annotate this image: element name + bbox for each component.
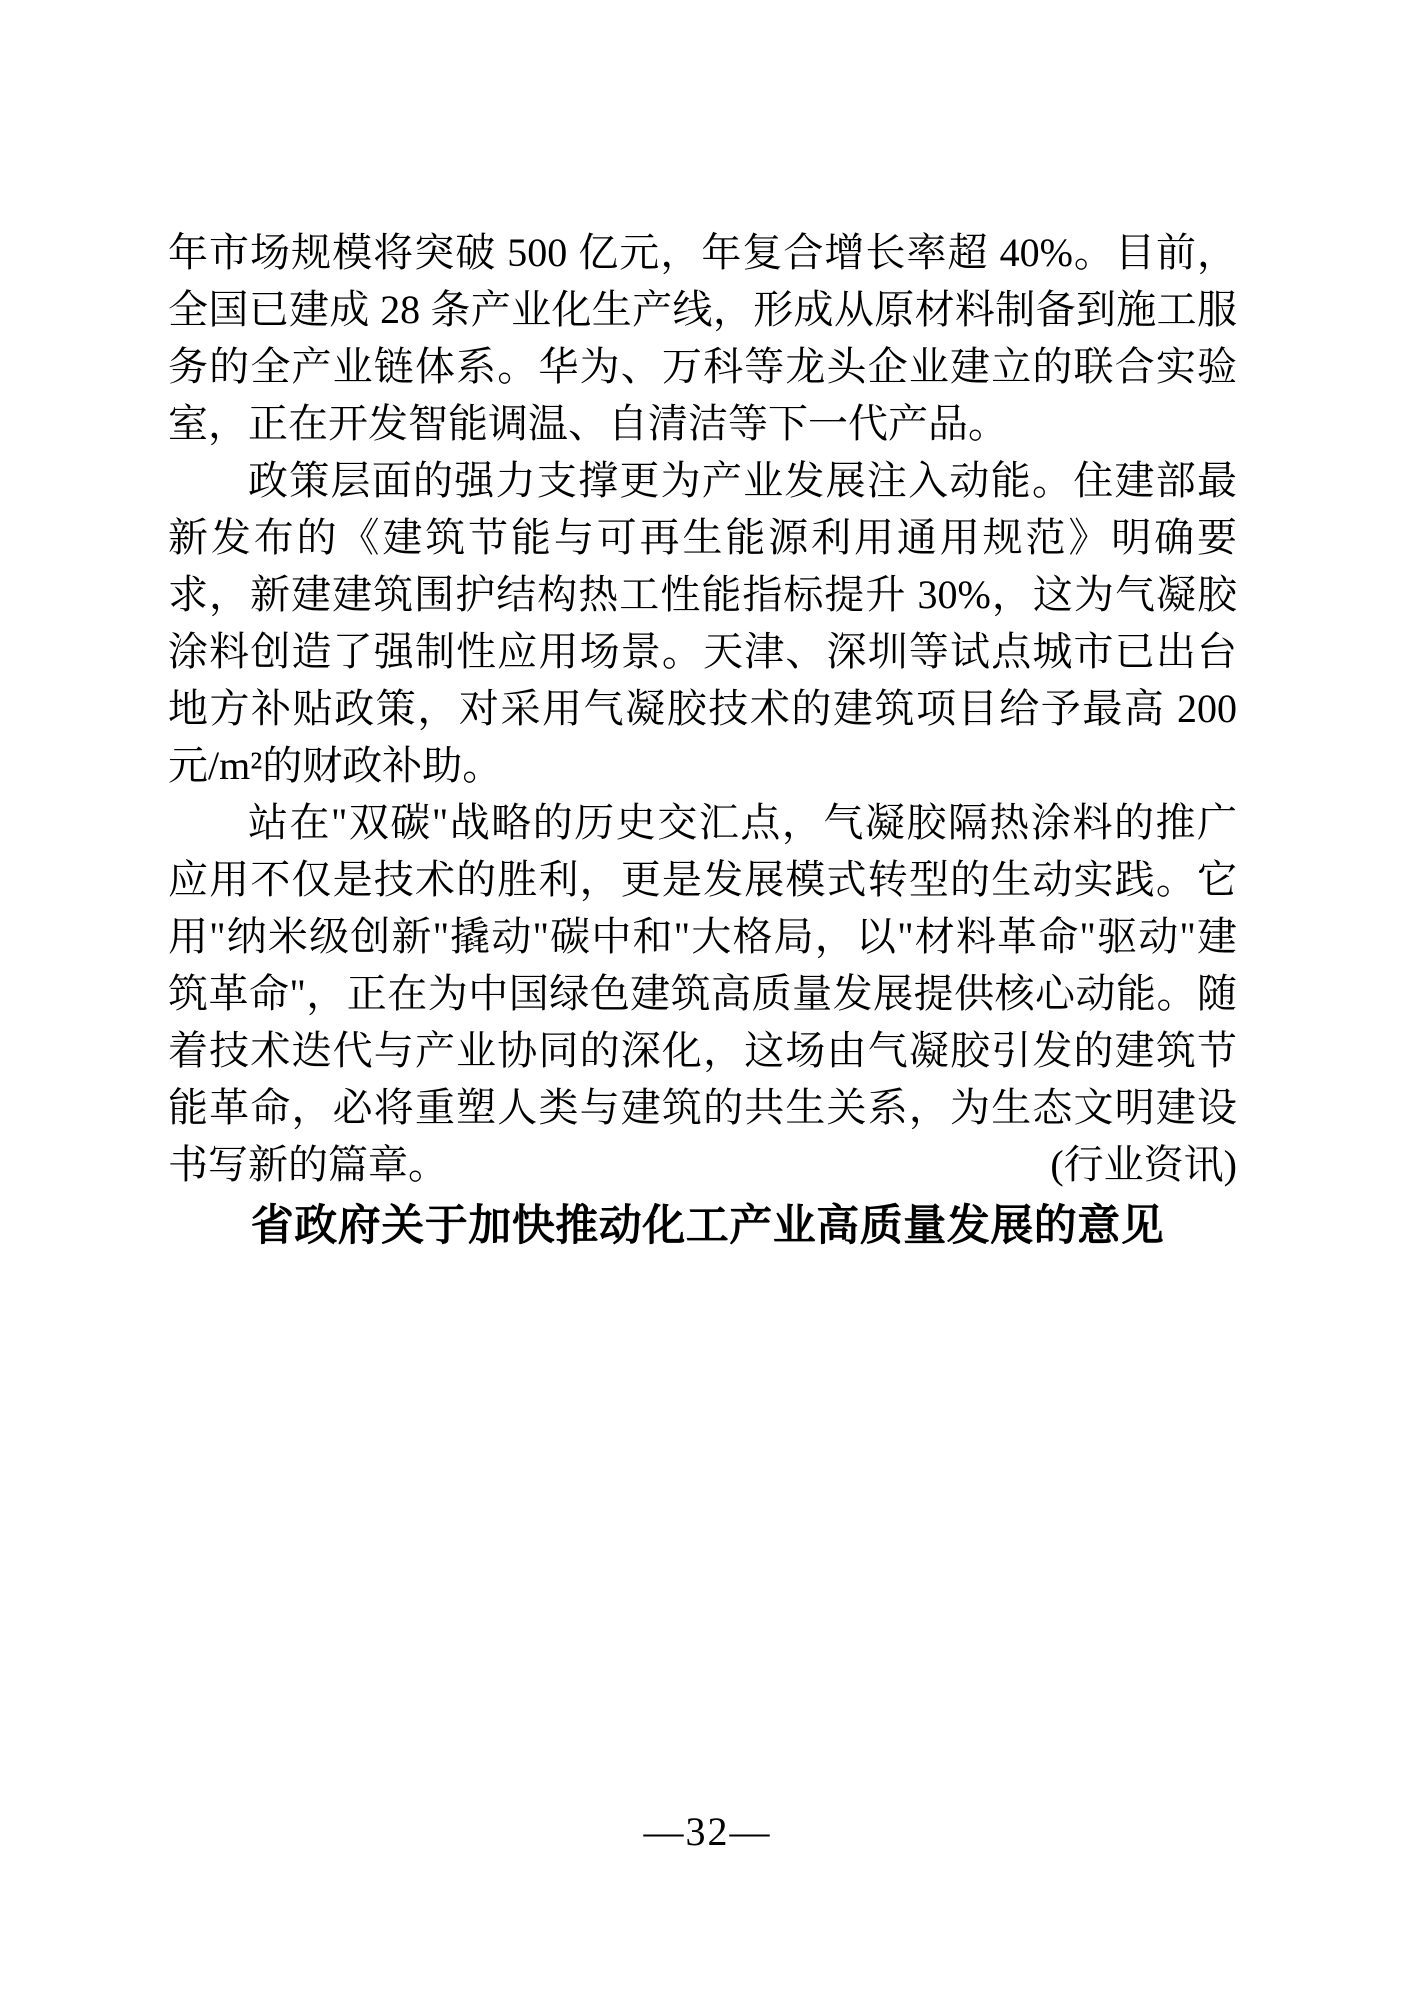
paragraph-2 [168, 452, 1237, 794]
next-article-title: 省政府关于加快推动化工产业高质量发展的意见 [250, 1202, 1165, 1250]
paragraph-1-text: 年市场规模将突破 500 亿元，年复合增长率超 40%。目前，全国已建成 28 条产业化生产线，形成从原材料制备到施工服务的全产业链体系。华为、万科等龙头企业建立的联合实验室，正在开发智能调温、自清洁等下一代产品。 [168, 230, 1237, 446]
attribution: (行业资讯) [1050, 1142, 1237, 1187]
article-body [168, 224, 1237, 1193]
paragraph-1 [168, 224, 1237, 452]
paragraph-2-text: 政策层面的强力支撑更为产业发展注入动能。住建部最新发布的《建筑节能与可再生能源利用通用规范》明确要求，新建建筑围护结构热工性能指标提升 30%，这为气凝胶涂料创造了强制性应用场景。天津、深圳等试点城市已出台地方补贴政策，对采用气凝胶技术的建筑项目给予最高 200 元/m²的财政补助。 [168, 458, 1237, 788]
paragraph-3-text: 站在"双碳"战略的历史交汇点，气凝胶隔热涂料的推广应用不仅是技术的胜利，更是发展模式转型的生动实践。它用"纳米级创新"撬动"碳中和"大格局，以"材料革命"驱动"建筑革命"，正在为中国绿色建筑高质量发展提供核心动能。随着技术迭代与产业协同的深化，这场由气凝胶引发的建筑节能革命，必将重塑人类与建筑的共生关系，为生态文明建设书写新的篇章。 [168, 800, 1237, 1187]
paragraph-3 [168, 794, 1237, 1193]
page-number: —32— [643, 1809, 772, 1854]
